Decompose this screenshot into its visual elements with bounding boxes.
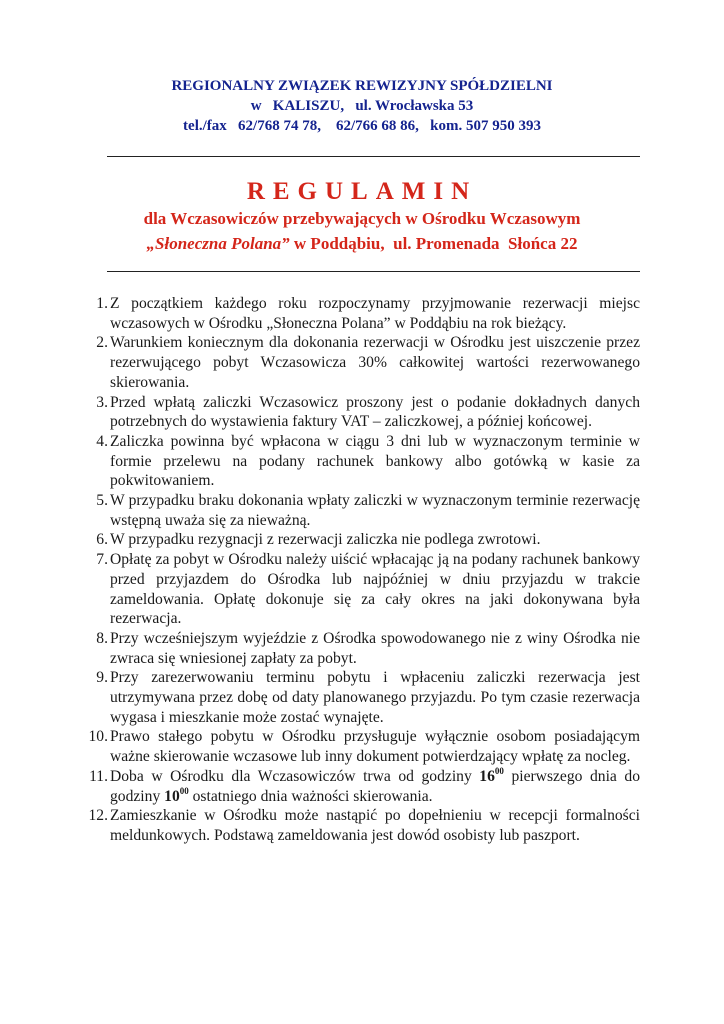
item-text: Przy wcześniejszym wyjeździe z Ośrodka spowodowanego nie z winy Ośrodka nie zwraca się wniesionej zapłaty za pobyt. bbox=[110, 629, 640, 667]
item-text-part-b: pierwszego dnia do godziny bbox=[110, 767, 640, 805]
item-number: 7. bbox=[96, 551, 108, 569]
item-text: Przed wpłatą zaliczki Wczasowicz proszony jest o podanie dokładnych danych potrzebnych do wystawienia faktury VAT – zaliczkowej, a później końcowej. bbox=[110, 393, 640, 431]
item-text: Prawo stałego pobytu w Ośrodku przysługuje wyłącznie osobom posiadającym ważne skierowanie wczasowe lub inny dokument potwierdzający wpłatę za nocleg. bbox=[110, 728, 640, 766]
subtitle-line-2 bbox=[0, 231, 724, 256]
organization-header bbox=[0, 76, 724, 136]
item-number: 4. bbox=[96, 432, 108, 450]
item-text: Przy zarezerwowaniu terminu pobytu i wpłaceniu zaliczki rezerwacja jest utrzymywana przez dobę od daty planowanego przyjazdu. Po tym czasie rezerwacja wygasa i mieszkanie może zostać wynajęte. bbox=[110, 669, 640, 726]
item-number: 12. bbox=[88, 807, 108, 825]
item-text: Opłatę za pobyt w Ośrodku należy uiścić wpłacając ją na podany rachunek bankowy przed przyjazdem do Ośrodka lub najpóźniej w dniu przyjazdu w trakcie zameldowania. Opłatę dokonuje się za cały okres na jaki dokonywana była rezerwacja. bbox=[110, 551, 640, 628]
subtitle-line-1: dla Wczasowiczów przebywających w Ośrodku Wczasowym bbox=[143, 209, 581, 228]
item-text: Warunkiem koniecznym dla dokonania rezerwacji w Ośrodku jest uiszczenie przez rezerwującego pobyt Wczasowicza 30% całkowitej wartości rezerwowanego skierowania. bbox=[110, 334, 640, 391]
list-item bbox=[0, 393, 724, 432]
list-item bbox=[0, 491, 724, 530]
item-number: 9. bbox=[96, 669, 108, 687]
item-text-part-c: ostatniego dnia ważności skierowania. bbox=[188, 787, 433, 805]
item-text: W przypadku braku dokonania wpłaty zaliczki w wyznaczonym terminie rezerwację wstępną uważa się za nieważną. bbox=[110, 492, 640, 529]
item-number: 2. bbox=[96, 334, 108, 352]
resort-name: „Słoneczna Polana” bbox=[146, 234, 290, 253]
item-text: Z początkiem każdego roku rozpoczynamy przyjmowanie rezerwacji miejsc wczasowych w Ośrodku „Słoneczna Polana” w Poddąbiu na rok bieżący. bbox=[110, 295, 640, 332]
bottom-divider bbox=[107, 271, 640, 272]
org-name: REGIONALNY ZWIĄZEK REWIZYJNY SPÓŁDZIELNI bbox=[171, 78, 553, 94]
item-number: 5. bbox=[96, 492, 108, 510]
list-item bbox=[0, 550, 724, 629]
document-title: REGULAMIN bbox=[246, 178, 478, 205]
org-address: w KALISZU, ul. Wrocławska 53 bbox=[250, 98, 474, 114]
list-item bbox=[0, 333, 724, 392]
item-number: 3. bbox=[96, 393, 108, 411]
list-item bbox=[0, 806, 724, 845]
item-number: 8. bbox=[96, 629, 108, 647]
item-text-part-a: Doba w Ośrodku dla Wczasowiczów trwa od godziny bbox=[110, 767, 480, 785]
check-in-minutes: 00 bbox=[494, 765, 504, 776]
check-out-hour: 10 bbox=[164, 787, 180, 805]
list-item bbox=[0, 294, 724, 333]
check-in-hour: 16 bbox=[479, 767, 495, 785]
list-item bbox=[0, 629, 724, 668]
item-number: 11. bbox=[89, 767, 108, 785]
list-item bbox=[0, 432, 724, 491]
list-item bbox=[0, 668, 724, 727]
item-text: W przypadku rezygnacji z rezerwacji zaliczka nie podlega zwrotowi. bbox=[110, 531, 541, 549]
list-item bbox=[0, 727, 724, 766]
item-number: 10. bbox=[88, 728, 108, 746]
check-out-minutes: 00 bbox=[179, 785, 189, 796]
item-text bbox=[110, 767, 640, 806]
item-number: 1. bbox=[96, 295, 108, 312]
resort-address: w Poddąbiu, ul. Promenada Słońca 22 bbox=[289, 234, 578, 253]
top-divider bbox=[107, 156, 640, 157]
regulations-list bbox=[0, 294, 724, 846]
item-number: 6. bbox=[96, 531, 108, 549]
item-text: Zaliczka powinna być wpłacona w ciągu 3 dni lub w wyznaczonym terminie w formie przelewu na podany rachunek bankowy albo gotówką w kasie za pokwitowaniem. bbox=[110, 432, 640, 490]
item-text: Zamieszkanie w Ośrodku może nastąpić po dopełnieniu w recepcji formalności meldunkowych. Podstawą zameldowania jest dowód osobisty lub paszport. bbox=[110, 807, 640, 844]
document-subtitle bbox=[0, 206, 724, 256]
list-item bbox=[0, 530, 724, 550]
list-item bbox=[0, 767, 724, 806]
org-contact: tel./fax 62/768 74 78, 62/766 68 86, kom. 507 950 393 bbox=[183, 118, 541, 134]
